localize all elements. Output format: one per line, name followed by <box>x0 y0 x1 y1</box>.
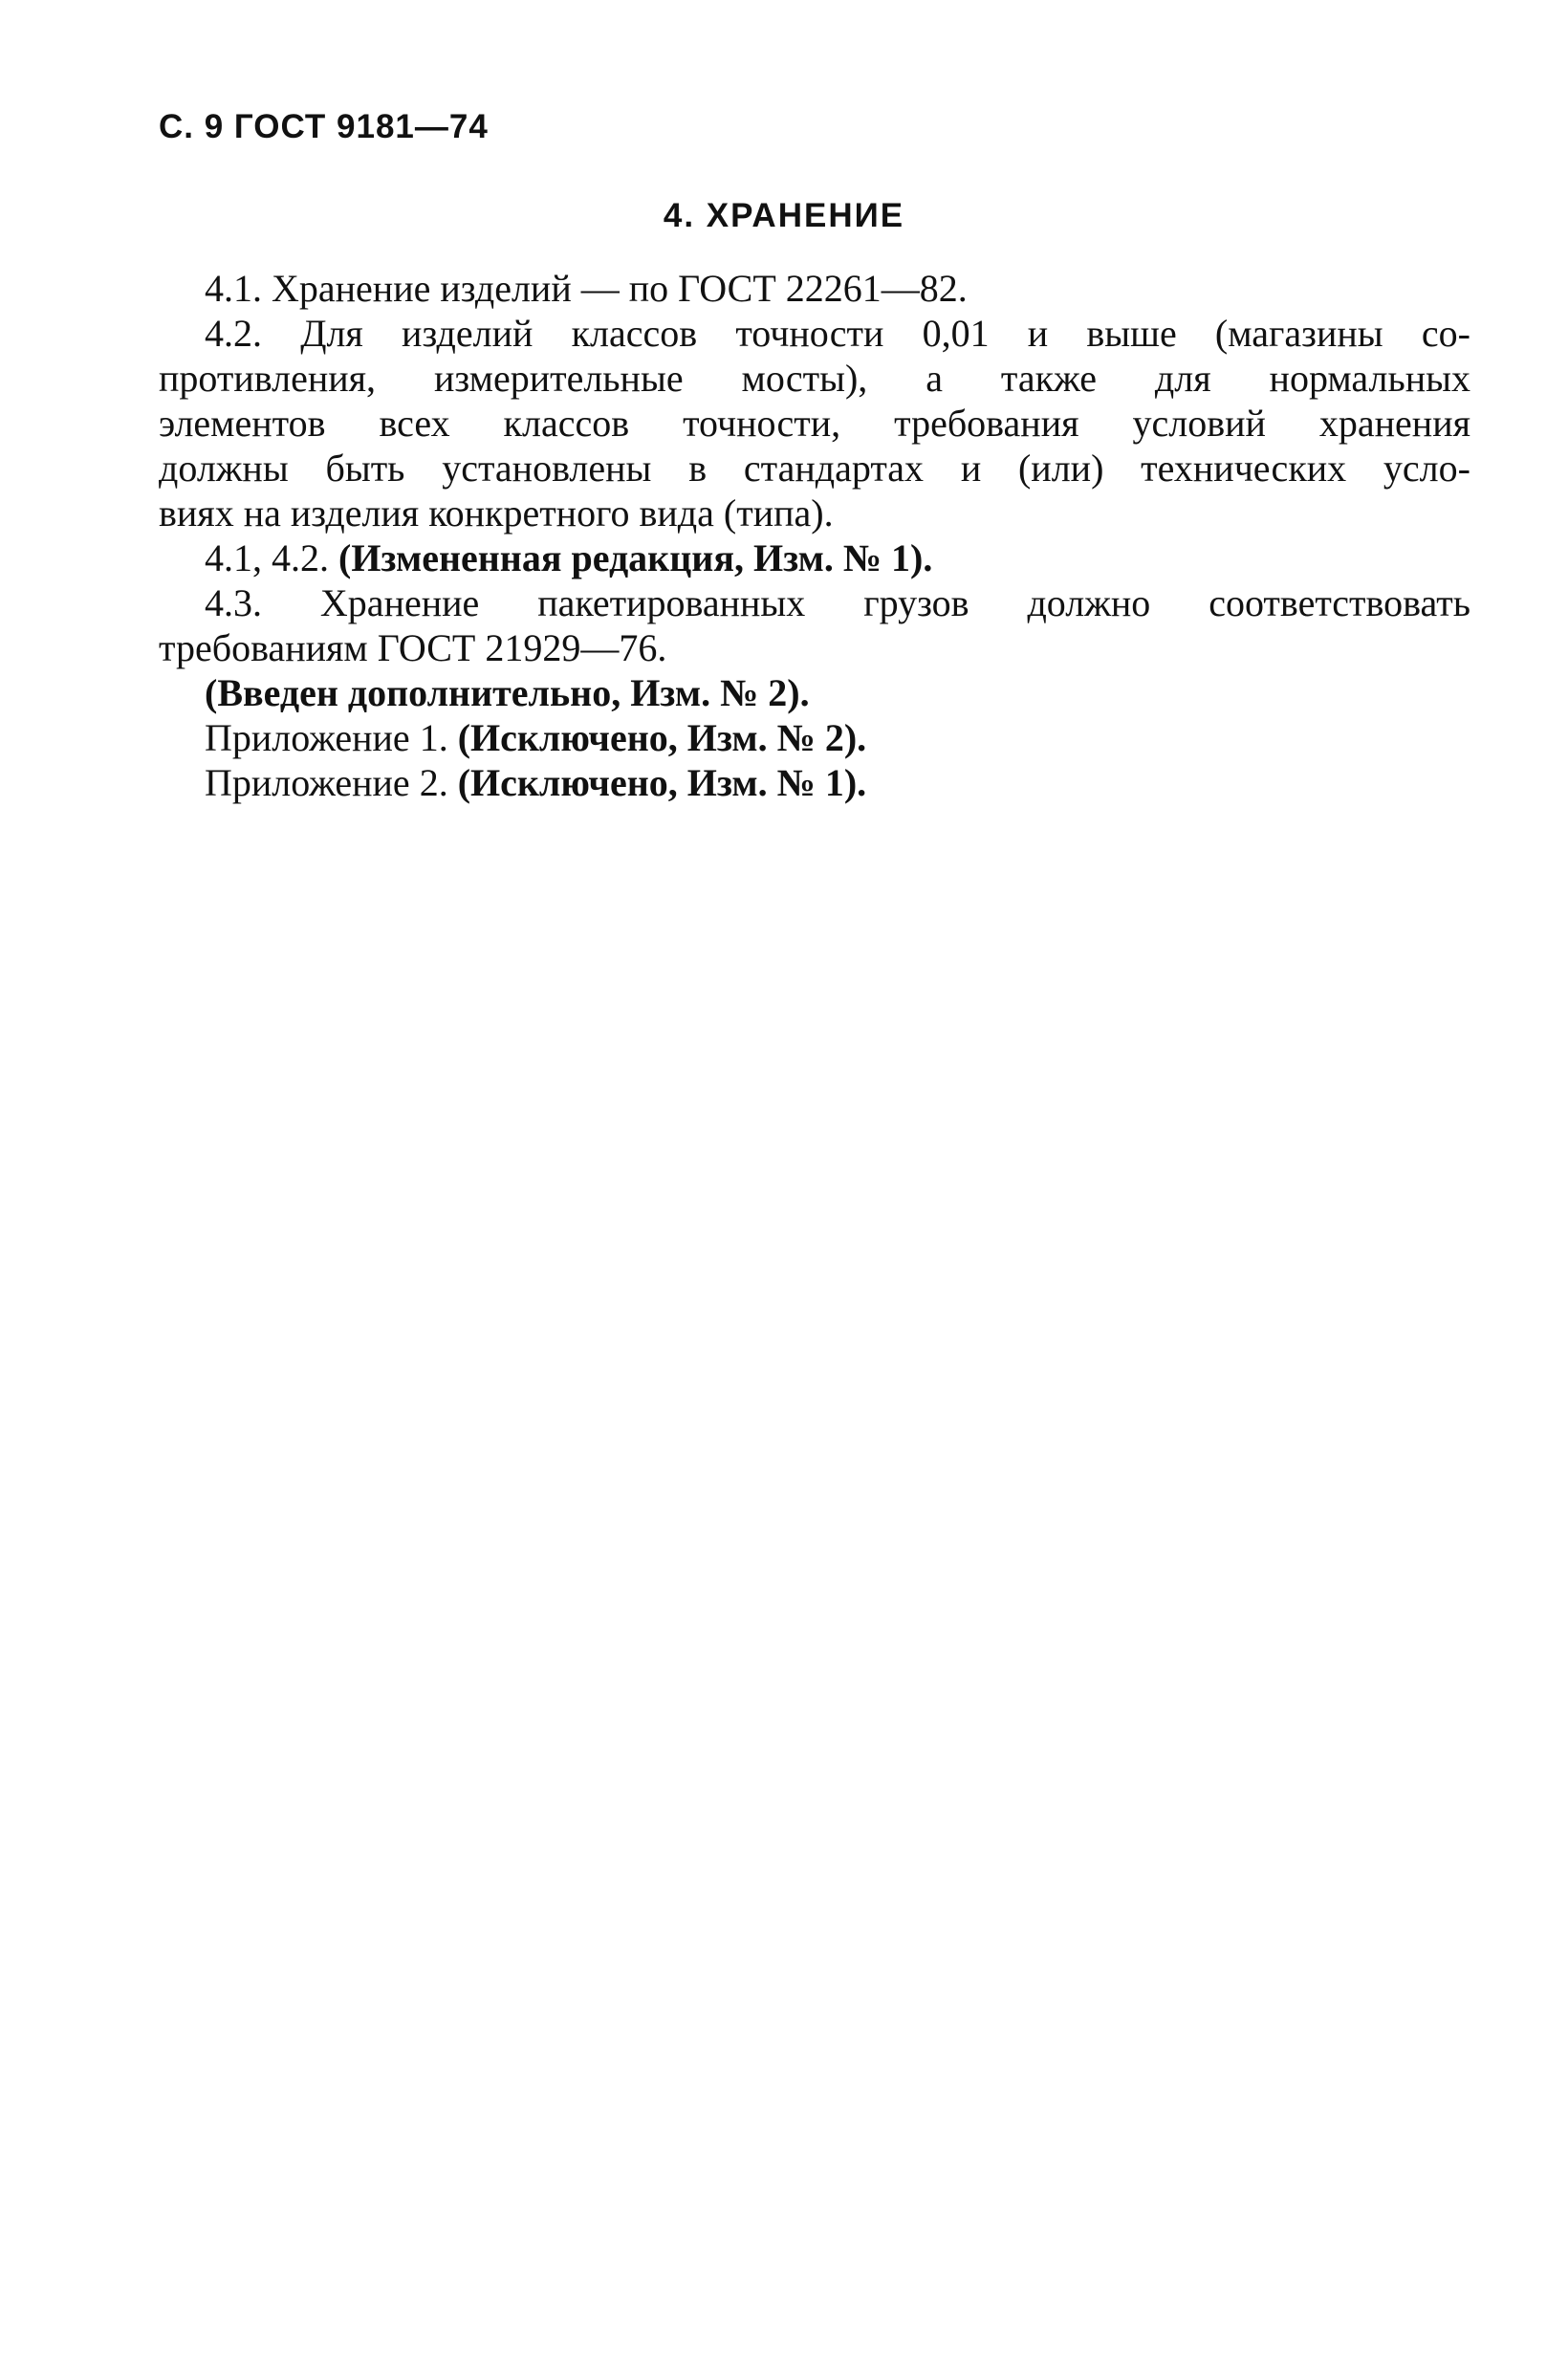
amendment-note-2 <box>159 670 1470 715</box>
paragraph-4-2-line-2 <box>159 356 1470 401</box>
amendment-prefix: 4.1, 4.2. <box>205 536 338 579</box>
word: Для <box>300 312 363 355</box>
justified-line <box>159 356 1470 401</box>
word: (или) <box>1017 447 1104 490</box>
paragraph-4-2-line-5: виях на изделия конкретного вида (типа). <box>159 491 834 535</box>
appendix-1-note <box>159 715 1470 760</box>
word: а <box>926 357 943 400</box>
word: для <box>1154 357 1211 400</box>
word: также <box>1000 357 1097 400</box>
appendix-prefix: Приложение 1. <box>205 716 458 759</box>
word: условий <box>1132 402 1266 445</box>
paragraph-4-2-line-4 <box>159 446 1470 491</box>
justified-line <box>205 311 1470 356</box>
word: и <box>960 447 982 490</box>
document-body <box>159 266 1470 805</box>
word: требования <box>894 402 1079 445</box>
word: со- <box>1421 312 1470 355</box>
paragraph-4-3-line-2: требованиям ГОСТ 21929—76. <box>159 626 667 669</box>
paragraph-4-3-line-1 <box>159 580 1470 625</box>
appendix-2-note <box>159 760 1470 805</box>
word: установлены <box>442 447 652 490</box>
word: быть <box>325 447 405 490</box>
word: пакетированных <box>537 581 806 624</box>
section-title: 4. ХРАНЕНИЕ <box>663 197 905 234</box>
word: нормальных <box>1269 357 1470 400</box>
word: стандартах <box>743 447 925 490</box>
word: должно <box>1027 581 1151 624</box>
word: в <box>688 447 708 490</box>
appendix-status: (Исключено, Изм. № 1). <box>457 761 867 804</box>
word: технических <box>1141 447 1347 490</box>
word: всех <box>379 402 450 445</box>
word: соответствовать <box>1209 581 1470 624</box>
appendix-prefix: Приложение 2. <box>205 761 458 804</box>
word: 4.2. <box>205 312 262 355</box>
word: Хранение <box>319 581 480 624</box>
word: классов <box>503 402 630 445</box>
word: хранения <box>1318 402 1470 445</box>
justified-line <box>159 401 1470 446</box>
word: должны <box>159 447 289 490</box>
paragraph-4-1: 4.1. Хранение изделий — по ГОСТ 22261—82. <box>205 267 968 310</box>
amendment-text: (Введен дополнительно, Изм. № 2). <box>205 671 810 714</box>
word: выше <box>1086 312 1177 355</box>
paragraph-4-2-line-3 <box>159 401 1470 446</box>
running-head: С. 9 ГОСТ 9181—74 <box>159 108 489 145</box>
word: измерительные <box>434 357 684 400</box>
word: изделий <box>402 312 534 355</box>
word: элементов <box>159 402 326 445</box>
amendment-text: (Измененная редакция, Изм. № 1). <box>338 536 933 579</box>
paragraph-4-2-line-1 <box>159 311 1470 356</box>
word: точности <box>735 312 884 355</box>
word: 4.3. <box>205 581 262 624</box>
word: 0,01 <box>922 312 990 355</box>
appendix-status: (Исключено, Изм. № 2). <box>457 716 867 759</box>
word: (магазины <box>1214 312 1383 355</box>
word: противления, <box>159 357 377 400</box>
amendment-note-1 <box>159 535 1470 580</box>
word: точности, <box>683 402 841 445</box>
word: классов <box>571 312 698 355</box>
justified-line <box>205 580 1470 625</box>
justified-line <box>159 446 1470 491</box>
word: грузов <box>863 581 969 624</box>
word: мосты), <box>741 357 868 400</box>
word: усло- <box>1383 447 1470 490</box>
word: и <box>1027 312 1049 355</box>
